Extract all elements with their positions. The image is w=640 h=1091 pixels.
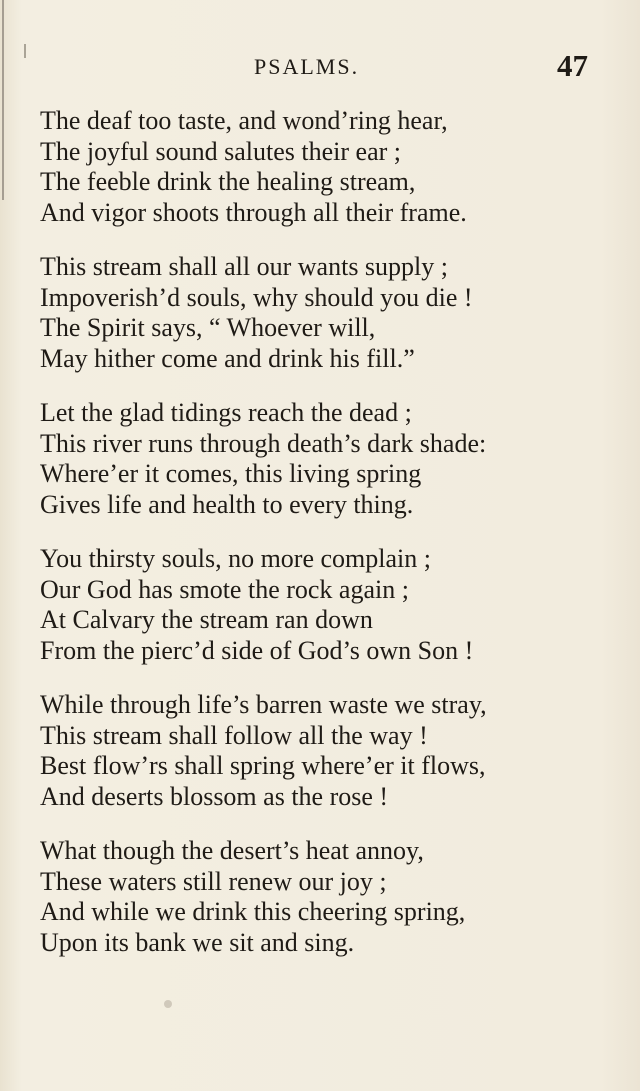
verse-line: From the pierc’d side of God’s own Son !	[40, 635, 474, 665]
stanza-5	[40, 690, 600, 812]
verse-line: And while we drink this cheering spring,	[40, 897, 466, 926]
verse-line: Gives life and health to every thing.	[40, 489, 414, 519]
verse-line: What though the desert’s heat annoy,	[40, 836, 424, 865]
verse-line: This stream shall follow all the way !	[40, 720, 428, 750]
ink-smudge	[164, 1000, 172, 1008]
poem-text	[40, 106, 600, 982]
verse-line: Impoverish’d souls, why should you die !	[40, 282, 473, 312]
stanza-4	[40, 544, 600, 666]
verse-line: The joyful sound salutes their ear ;	[40, 136, 402, 166]
running-title: PSALMS.	[254, 54, 360, 79]
verse-line: And vigor shoots through all their frame.	[40, 197, 467, 227]
page-header	[0, 48, 640, 88]
verse-line: While through life’s barren waste we stray,	[40, 690, 487, 719]
verse-line: Our God has smote the rock again ;	[40, 574, 409, 604]
verse-line: Upon its bank we sit and sing.	[40, 927, 355, 957]
verse-line: The Spirit says, “ Whoever will,	[40, 313, 376, 342]
verse-line: This river runs through death’s dark shade:	[40, 428, 487, 458]
verse-line: These waters still renew our joy ;	[40, 866, 387, 896]
verse-line: Where’er it comes, this living spring	[40, 459, 422, 488]
verse-line: You thirsty souls, no more complain ;	[40, 544, 431, 573]
verse-line: Let the glad tidings reach the dead ;	[40, 398, 412, 427]
verse-line: The deaf too taste, and wond’ring hear,	[40, 106, 448, 135]
page-number: 47	[557, 48, 588, 83]
stanza-2	[40, 252, 600, 374]
stanza-3	[40, 398, 600, 520]
stanza-1	[40, 106, 600, 228]
verse-line: The feeble drink the healing stream,	[40, 167, 416, 196]
page-binding-edge	[2, 0, 4, 200]
stanza-6	[40, 836, 600, 958]
verse-line: May hither come and drink his fill.”	[40, 343, 415, 373]
verse-line: And deserts blossom as the rose !	[40, 781, 389, 811]
verse-line: This stream shall all our wants supply ;	[40, 252, 449, 281]
verse-line: At Calvary the stream ran down	[40, 605, 373, 634]
verse-line: Best flow’rs shall spring where’er it flows,	[40, 751, 486, 780]
